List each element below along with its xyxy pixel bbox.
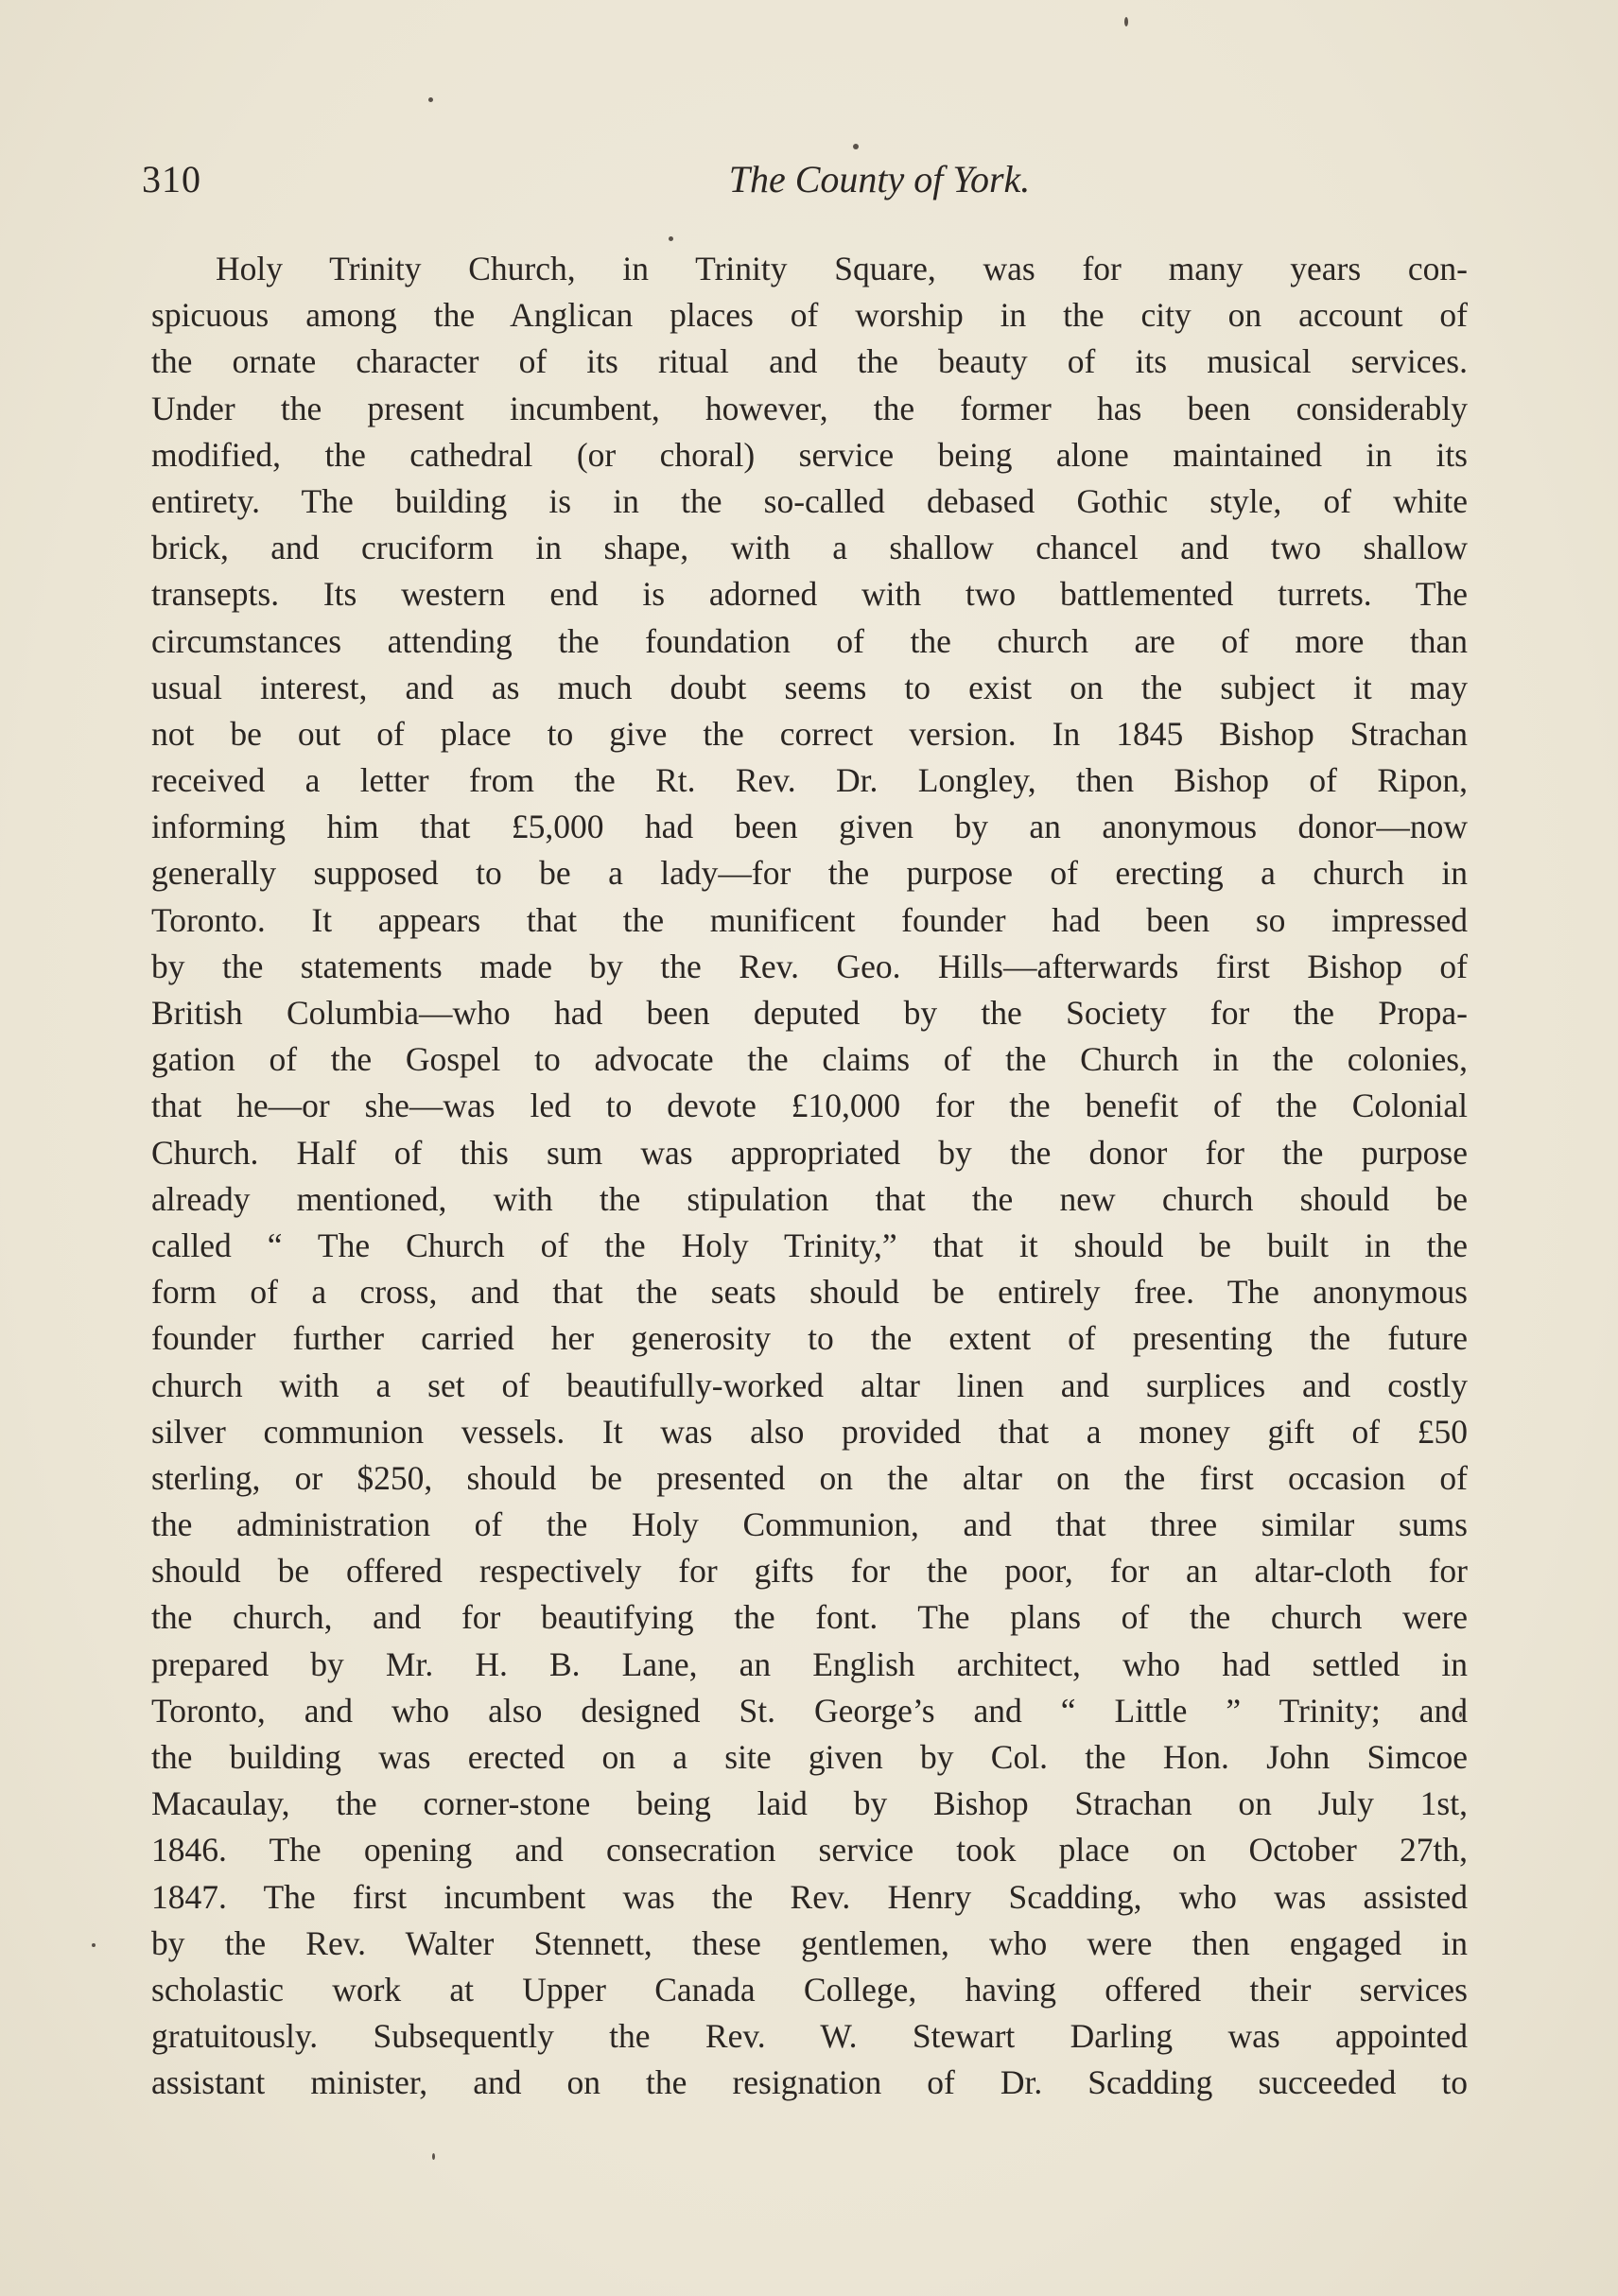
text-line: Toronto. It appears that the munificent founder had been so impressed <box>151 900 1468 939</box>
text-line: that he—or she—was led to devote £10,000 for the benefit of the Colonial <box>151 1087 1468 1125</box>
text-line: form of a cross, and that the seats should be entirely free. The anonymous <box>151 1273 1468 1312</box>
text-line: the building was erected on a site given by Col. the Hon. John Simcoe <box>151 1738 1468 1776</box>
text-line: founder further carried her generosity to the extent of presenting the future <box>151 1319 1468 1358</box>
running-title: The County of York. <box>728 158 1031 200</box>
ink-speck <box>853 144 859 149</box>
text-line: informing him that £5,000 had been given by an anonymous donor—now <box>151 808 1468 846</box>
text-line: by the Rev. Walter Stennett, these gentlemen, who were then engaged in <box>151 1923 1468 1962</box>
text-line: the administration of the Holy Communion, and that three similar sums <box>151 1505 1468 1544</box>
text-line: the church, and for beautifying the font. The plans of the church were <box>151 1598 1468 1637</box>
text-line: Holy Trinity Church, in Trinity Square, was for many years con- <box>216 250 1468 287</box>
text-line: Under the present incumbent, however, the former has been considerably <box>151 389 1468 427</box>
text-line: transepts. Its western end is adorned with two battlemented turrets. The <box>151 575 1468 614</box>
text-line: the ornate character of its ritual and the beauty of its musical services. <box>151 342 1468 381</box>
text-line: British Columbia—who had been deputed by the Society for the Propa- <box>151 994 1468 1032</box>
text-line: 1846. The opening and consecration service took place on October 27th, <box>151 1831 1468 1870</box>
text-line: spicuous among the Anglican places of worship in the city on account of <box>151 296 1468 335</box>
text-line: 1847. The first incumbent was the Rev. Henry Scadding, who was assisted <box>151 1877 1468 1916</box>
text-line: Toronto, and who also designed St. George’s and “ Little ” Trinity; and <box>151 1691 1468 1730</box>
page-header <box>142 157 1466 214</box>
ink-speck <box>428 97 433 102</box>
text-line: circumstances attending the foundation of the church are of more than <box>151 621 1468 660</box>
text-line: prepared by Mr. H. B. Lane, an English architect, who had settled in <box>151 1644 1468 1683</box>
ink-speck <box>1124 17 1128 26</box>
text-line: by the statements made by the Rev. Geo. Hills—afterwards first Bishop of <box>151 947 1468 985</box>
text-line: not be out of place to give the correct version. In 1845 Bishop Strachan <box>151 714 1468 753</box>
text-line: church with a set of beautifully-worked altar linen and surplices and costly <box>151 1365 1468 1404</box>
ink-speck <box>432 2153 435 2160</box>
ink-speck <box>92 1943 96 1947</box>
text-line: scholastic work at Upper Canada College, having offered their services <box>151 1970 1468 2009</box>
text-line: brick, and cruciform in shape, with a shallow chancel and two shallow <box>151 529 1468 567</box>
text-line: Church. Half of this sum was appropriated by the donor for the purpose <box>151 1133 1468 1172</box>
text-line: gratuitously. Subsequently the Rev. W. Stewart Darling was appointed <box>151 2017 1468 2056</box>
text-line: received a letter from the Rt. Rev. Dr. Longley, then Bishop of Ripon, <box>151 761 1468 800</box>
text-line: should be offered respectively for gifts for the poor, for an altar-cloth for <box>151 1552 1468 1591</box>
text-line: usual interest, and as much doubt seems to exist on the subject it may <box>151 668 1468 706</box>
ink-speck <box>669 236 673 241</box>
text-line: called “ The Church of the Holy Trinity,” that it should be built in the <box>151 1226 1468 1264</box>
text-line: assistant minister, and on the resignation of Dr. Scadding succeeded to <box>151 2063 1468 2102</box>
text-line: already mentioned, with the stipulation that the new church should be <box>151 1179 1468 1218</box>
text-line: Macaulay, the corner-stone being laid by Bishop Strachan on July 1st, <box>151 1784 1468 1823</box>
page-number: 310 <box>142 158 201 200</box>
text-line: sterling, or $250, should be presented on the altar on the first occasion of <box>151 1458 1468 1497</box>
text-line: generally supposed to be a lady—for the purpose of erecting a church in <box>151 854 1468 893</box>
body-paragraph <box>151 246 1468 2107</box>
text-line: modified, the cathedral (or choral) service being alone maintained in its <box>151 435 1468 474</box>
text-line: gation of the Gospel to advocate the claims of the Church in the colonies, <box>151 1040 1468 1079</box>
text-line: entirety. The building is in the so-called debased Gothic style, of white <box>151 481 1468 520</box>
text-line: silver communion vessels. It was also provided that a money gift of £50 <box>151 1412 1468 1451</box>
